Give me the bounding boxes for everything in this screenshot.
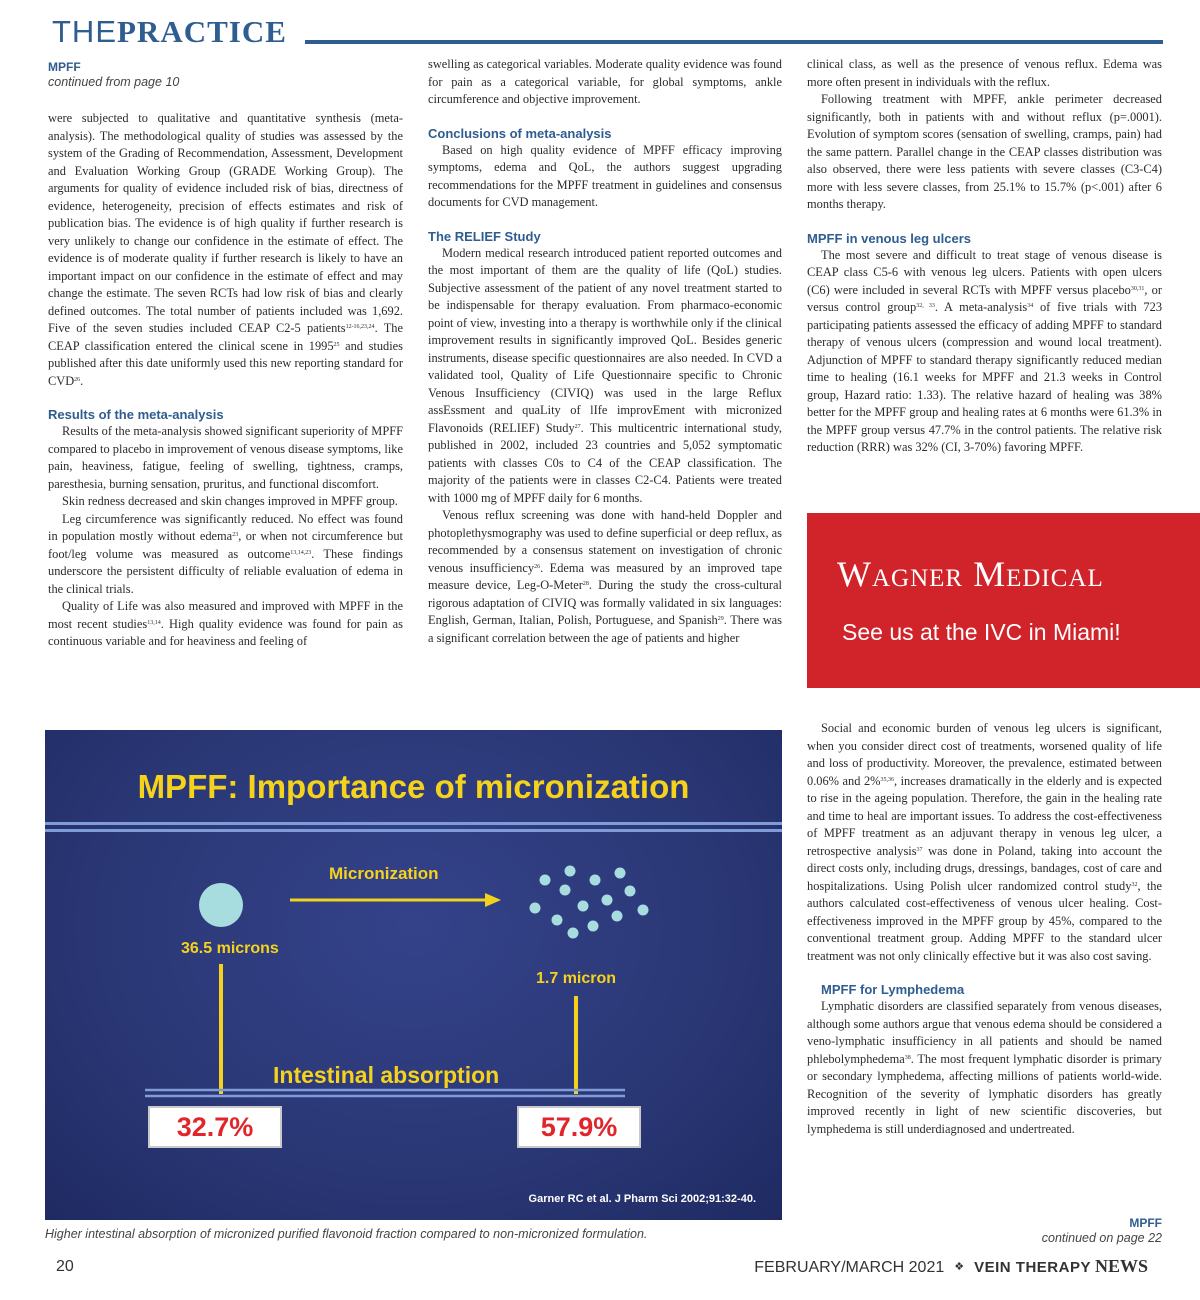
reference-superscript: 30,31 [1130, 285, 1145, 292]
absorption-label: Intestinal absorption [273, 1062, 500, 1088]
right-value: 57.9% [540, 1112, 618, 1142]
paragraph [48, 423, 403, 493]
right-value-box [517, 1106, 641, 1148]
right-absorption-bar [574, 996, 578, 1094]
paragraph-text: , the authors calculated cost-effectiveness of venous ulcer healing. Cost-effectiveness improved in the MPFF group by 45%, compared to the conventional treatment group. Adding MPFF to the standard ulcer treatment was not only clinically effective but it was also cost saving. [807, 878, 1162, 963]
paragraph-text: and studies published after this date uniformly used this new reporting standard for CVD [48, 338, 403, 388]
section-header-light: THE [52, 14, 117, 49]
section-heading: MPFF in venous leg ulcers [807, 230, 971, 246]
paragraph [48, 511, 403, 599]
paragraph [428, 245, 782, 508]
header-rule [305, 40, 1163, 44]
spacer [428, 212, 782, 228]
paragraph-text: . [80, 373, 84, 388]
section-heading: Results of the meta-analysis [48, 407, 224, 422]
reference-superscript: 32 [1131, 881, 1138, 888]
ad-title: Wagner Medical [837, 554, 1104, 594]
footer-issue: FEBRUARY/MARCH 2021 [754, 1259, 945, 1276]
reference-superscript: 25 [333, 341, 340, 348]
micronization-figure [45, 730, 782, 1220]
paragraph-text: , increases dramatically in the elderly and is expected to rise in the ageing population. Therefore, the gain in the healing rate and time to heal are important issues. To address the cost-effectiveness of MPFF treatment as an adjuvant therapy in venous leg ulcer, a retrospective analysis [807, 773, 1162, 858]
paragraph-text: Social and economic burden of venous leg ulcers is significant, when you consider direct cost of treatments, worsened quality of life and loss of productivity. Moreover, the prevalence, estimated between 0.06% and 2% [807, 721, 1162, 788]
reference-superscript: 38 [904, 1054, 911, 1061]
paragraph-text: Lymphatic disorders are classified separately from venous diseases, although some authors argue that venous edema should be considered a veno-lymphatic insufficiency in all patients and should be named phlebolymphedema [807, 999, 1162, 1066]
spacer [428, 109, 782, 125]
spacer [807, 214, 1162, 230]
paragraph [428, 507, 782, 647]
paragraph-text: of five trials with 723 participating patients assessed the efficacy of adding MPFF to standard therapy of venous ulcers (compression and wound local treatment). Adjunction of MPFF to standard therapy significantly reduced median time to healing (16.1 weeks for MPFF and 21.3 weeks in Control group, Hazard ratio: 1.33). The relative hazard of healing was 38% better for the MPFF group and healing rates at 6 months were 61.3% in the MPFF group versus 47.7% in the control patients. The relative risk reduction (RRR) was 32% (CI, 3-70%) favoring MPFF. [807, 300, 1163, 454]
right-size-label: 1.7 micron [536, 970, 617, 987]
paragraph-text: Quality of Life was also measured and improved with MPFF in the most recent studies [48, 599, 403, 631]
paragraph-text: Skin redness decreased and skin changes improved in MPFF group. [62, 494, 398, 508]
paragraph-text: . These findings underscore the persistent difficulty of reliable evaluation of edema in the clinical trials. [48, 546, 403, 596]
paragraph-text: . The CEAP classification entered the clinical scene in 1995 [48, 321, 403, 353]
paragraph-text: . This multicentric international study, published in 2002, included 23 countries and 5,052 symptomatic patients with classes C0s to C4 of the CEAP classification. The majority of the patients were in classes C2-C4. Patients were treated with 1000 mg of MPFF daily for 6 months. [428, 420, 783, 505]
left-absorption-bar [219, 964, 223, 1094]
ad-subtitle: See us at the IVC in Miami! [842, 619, 1121, 645]
paragraph [48, 110, 403, 390]
section-header [52, 14, 287, 50]
col1-label: MPFF [48, 60, 81, 74]
figure-citation: Garner RC et al. J Pharm Sci 2002;91:32-40. [528, 1193, 756, 1205]
footer-masthead [754, 1256, 1148, 1277]
paragraph [48, 598, 403, 651]
continued-label: MPFF [1129, 1216, 1162, 1230]
paragraph-text: Based on high quality evidence of MPFF efficacy improving symptoms, edema and QoL, the authors suggest upgrading recommendations for the MPFF treatment in guidelines and consensus documents for CVD management. [428, 142, 782, 209]
paragraph-text: was done in Poland, taking into account the direct costs only, including drugs, dressings, bandages, cost of care and hospitalizations. Using Polish ulcer randomized control study [807, 843, 1162, 893]
column-2 [428, 56, 782, 647]
paragraph-text: . High quality evidence was found for pain as continuous variable and for heaviness and feeling of [48, 616, 403, 648]
section-header-bold: PRACTICE [117, 14, 287, 49]
section-heading: Conclusions of meta-analysis [428, 125, 612, 141]
reference-superscript: 37 [916, 846, 923, 853]
paragraph-text: Following treatment with MPFF, ankle perimeter decreased significantly, both in patients with and without reflux (p=.0001). Evolution of symptom scores (sensation of swelling, cramps, pain) had the same pattern. Parallel change in the CEAP classes distribution was also observed, there were less patients with severe classes (C3-C4) more with less severe classes, from 25.1% to 15.7% (p<.001) after 6 months therapy. [807, 92, 1162, 211]
paragraph [428, 56, 782, 109]
reference-superscript: 35,36 [880, 776, 894, 783]
micronization-arrow-head [485, 893, 501, 907]
paragraph [807, 56, 1162, 91]
paragraph-text: Results of the meta-analysis showed significant superiority of MPFF compared to placebo in improvement of venous disease symptoms, like pain, heaviness, fatigue, feeling of swelling, tightness, cramps, paresthesia, burning sensation, pruritus, and functional discomfort. [48, 424, 403, 491]
arrow-label: Micronization [329, 864, 439, 883]
reference-superscript: 12-16,23,24 [345, 324, 375, 330]
reference-superscript: 32, 33 [916, 303, 935, 309]
paragraph-text: . The most frequent lymphatic disorder is primary or secondary lymphedema, affecting millions of patients world-wide. Recognition of the severity of lymphatic disorders has greatly improved recently in light of new scientific discoveries, but lymphedema is still underdiagnosed and undertreated. [807, 1051, 1162, 1136]
reference-superscript: 13,14,23 [290, 549, 312, 556]
continued-text: continued on page 22 [1041, 1231, 1162, 1245]
reference-superscript: 13,14 [147, 619, 161, 626]
micro-particles [530, 866, 649, 939]
col1-continued: continued from page 10 [48, 75, 180, 89]
spacer [807, 965, 1162, 981]
left-value-box [148, 1106, 282, 1148]
reference-superscript: 26 [74, 376, 81, 383]
paragraph-text: The most severe and difficult to treat stage of venous disease is CEAP class C5-6 with venous leg ulcers. Patients with open ulcers (C6) were included in several RCTs with MPFF versus placebo [807, 247, 1162, 297]
paragraph-text: Modern medical research introduced patient reported outcomes and the most important of them are the quality of life (QoL) studies. Subjective assessment of the patient of any novel treatment started to be indispensable for therapy evaluation. From pharmaco-economic point of view, investing into a therapy is worthwhile only if the clinical improvement results in significantly improved QoL. Besides generic instruments, disease specific questionnaires are also needed. In CVD a validated tool, Quality of Life Questionnaire specific to Chronic Venous Insufficiency (CIVIQ) was used in the large Reflux assEssment and quaLity of lIfe improvEment with micronized Flavonoids (RELIEF) Study [428, 245, 782, 435]
column-3 [807, 56, 1162, 457]
paragraph-text: clinical class, as well as the presence of venous reflux. Edema was more often present in individuals with the reflux. [807, 57, 1162, 89]
wagner-medical-ad[interactable] [807, 513, 1200, 688]
paragraph [48, 493, 403, 511]
figure-caption: Higher intestinal absorption of micronized purified flavonoid fraction compared to non-micronized formulation. [45, 1227, 648, 1241]
left-size-label: 36.5 microns [181, 940, 279, 957]
paragraph [807, 91, 1162, 214]
paragraph [428, 142, 782, 212]
large-particle [199, 883, 243, 927]
paragraph-text: Venous reflux screening was done with hand-held Doppler and photoplethysmography was used to define superficial or deep reflux, as recommended by a consensus statement on investigation of chronic venous insufficiency [428, 508, 782, 575]
section-heading: The RELIEF Study [428, 228, 541, 244]
paragraph [807, 720, 1162, 965]
paragraph [807, 247, 1162, 457]
footer-pub-bold: NEWS [1094, 1256, 1148, 1276]
reference-superscript: 23 [232, 532, 239, 538]
paragraph-text: , or when not circumference but foot/leg volume was measured as outcome [48, 529, 403, 561]
paragraph-text: . There was a significant correlation between the age of patients and higher [428, 613, 782, 645]
figure-title: MPFF: Importance of micronization [137, 768, 690, 805]
section-heading: MPFF for Lymphedema [821, 982, 965, 997]
reference-superscript: 29 [717, 616, 724, 622]
paragraph-text: swelling as categorical variables. Moderate quality evidence was found for pain as a categorical variable, for global symptoms, ankle circumference and objective improvement. [428, 57, 782, 106]
page-number: 20 [56, 1258, 74, 1275]
column-1 [48, 110, 403, 651]
paragraph [807, 998, 1162, 1138]
column-3-lower [807, 720, 1162, 1138]
reference-superscript: 34 [1027, 303, 1034, 309]
paragraph-text: , or versus control group [807, 282, 1162, 314]
footer-pub-light: VEIN THERAPY [974, 1259, 1091, 1276]
reference-superscript: 27 [574, 423, 581, 430]
paragraph-text: . A meta-analysis [934, 300, 1028, 314]
paragraph-text: . Edema was measured by an improved tape measure device, Leg-O-Meter [428, 560, 782, 592]
spacer [48, 390, 403, 406]
paragraph-text: . During the study the cross-cultural rigorous adaptation of CIVIQ was formally validated in six languages: English, German, Italian, Polish, Portuguese, and Spanish [428, 578, 782, 627]
left-value: 32.7% [176, 1112, 254, 1142]
diamond-icon: ❖ [954, 1261, 965, 1273]
reference-superscript: 26 [534, 563, 541, 570]
reference-superscript: 28 [582, 581, 589, 587]
paragraph-text: Leg circumference was significantly reduced. No effect was found in population mostly without edema [48, 511, 403, 543]
paragraph-text: were subjected to qualitative and quantitative synthesis (meta-analysis). The methodological quality of studies was assessed by the system of the Grading of Recommendation, Assessment, Development and Evaluation Working Group (GRADE Working Group). The arguments for quality of evidence included risk of bias, directness of evidence, heterogeneity, precision of effects estimates and risk of publication bias. The evidence is of high quality if further research is very unlikely to change our confidence in the estimate of effect. The evidence is of moderate quality if further research is likely to have an important impact on our confidence in the estimate of effect and may change the estimate. The seven RCTs had low risk of bias and clearly defined outcomes. The total number of patients included was 1,692. Five of the seven studies included CEAP C2-5 patients [48, 111, 403, 335]
